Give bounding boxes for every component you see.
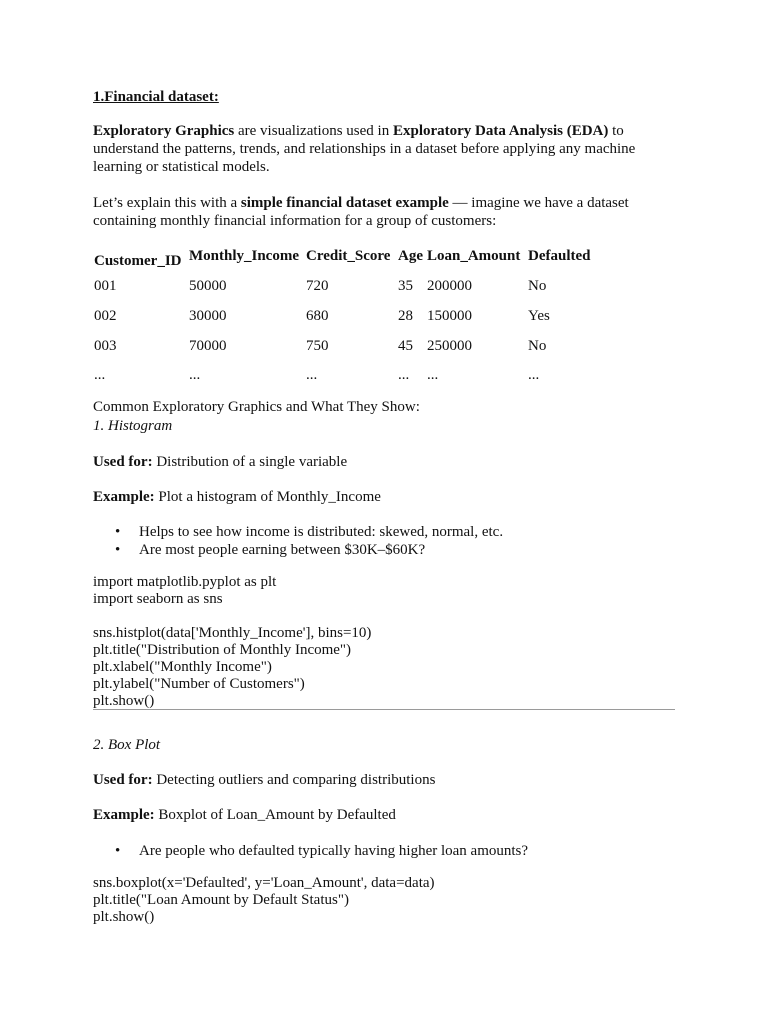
example-label: Example: (93, 489, 155, 505)
table-cell: 250000 (427, 338, 472, 354)
table-cell: 200000 (427, 278, 472, 294)
section-heading-box-plot: 2. Box Plot (93, 737, 161, 753)
intro-text-1: are visualizations used in (234, 123, 393, 139)
document-title: 1.Financial dataset: (93, 89, 219, 105)
table-header-credit-score: Credit_Score (306, 248, 391, 264)
intro-term-exploratory-graphics: Exploratory Graphics (93, 123, 235, 139)
boxplot-code-block (93, 875, 435, 926)
table-header-age: Age (398, 248, 423, 264)
intro-term-eda: Exploratory Data Analysis (EDA) (392, 123, 609, 139)
histogram-bullet-list (93, 523, 503, 559)
code-line: import matplotlib.pyplot as plt (93, 574, 277, 590)
used-for-text: Distribution of a single variable (152, 454, 348, 470)
list-item (93, 541, 503, 559)
used-for-text: Detecting outliers and comparing distributions (152, 772, 436, 788)
code-line: plt.title("Distribution of Monthly Income") (93, 642, 352, 658)
boxplot-example (93, 806, 396, 824)
section-heading-histogram: 1. Histogram (93, 418, 173, 434)
example-text: Plot a histogram of Monthly_Income (154, 489, 381, 505)
table-cell: 720 (306, 278, 329, 294)
intro-paragraph (93, 122, 675, 176)
table-cell: 35 (398, 278, 413, 294)
table-cell: ... (94, 367, 106, 383)
table-cell: ... (306, 367, 318, 383)
table-cell: 45 (398, 338, 413, 354)
table-cell: 150000 (427, 308, 472, 324)
histogram-code-imports (93, 574, 276, 608)
table-cell: ... (189, 367, 201, 383)
table-cell: 70000 (189, 338, 227, 354)
table-cell: 28 (398, 308, 413, 324)
example-text-1: Let’s explain this with a (93, 195, 241, 211)
table-cell: 50000 (189, 278, 227, 294)
histogram-example (93, 488, 381, 506)
histogram-used-for (93, 453, 347, 471)
table-cell: 002 (94, 308, 117, 324)
horizontal-divider (93, 709, 675, 710)
table-cell: 680 (306, 308, 329, 324)
table-cell: 750 (306, 338, 329, 354)
bullet-icon: • (115, 843, 121, 859)
table-header-monthly-income: Monthly_Income (189, 248, 299, 264)
code-line: sns.histplot(data['Monthly_Income'], bins=10) (93, 625, 372, 641)
bullet-text: Are people who defaulted typically having higher loan amounts? (139, 843, 529, 859)
table-cell: ... (427, 367, 439, 383)
code-line: import seaborn as sns (93, 591, 223, 607)
table-header-customer-id: Customer_ID (94, 253, 182, 269)
code-line: plt.xlabel("Monthly Income") (93, 659, 272, 675)
example-text: Boxplot of Loan_Amount by Defaulted (154, 807, 396, 823)
example-label: Example: (93, 807, 155, 823)
bullet-text: Are most people earning between $30K–$60K? (139, 542, 426, 558)
table-cell: No (528, 338, 547, 354)
example-paragraph (93, 194, 675, 230)
histogram-code-block (93, 625, 371, 710)
list-item (93, 842, 528, 860)
code-line: plt.ylabel("Number of Customers") (93, 676, 305, 692)
table-cell: ... (398, 367, 410, 383)
example-text-2: — imagine we have a dataset containing monthly financial information for a group of customers: (93, 195, 629, 229)
table-cell: Yes (528, 308, 550, 324)
used-for-label: Used for: (93, 454, 153, 470)
table-cell: 30000 (189, 308, 227, 324)
intro-text-2: to understand the patterns, trends, and relationships in a dataset before applying any machine learning or statistical models. (93, 123, 636, 175)
table-header-defaulted: Defaulted (528, 248, 591, 264)
code-line: plt.show() (93, 693, 155, 709)
example-term: simple financial dataset example (240, 195, 449, 211)
boxplot-used-for (93, 771, 435, 789)
table-cell: ... (528, 367, 540, 383)
bullet-icon: • (115, 524, 121, 540)
table-header-loan-amount: Loan_Amount (427, 248, 521, 264)
boxplot-bullet-list (93, 842, 528, 860)
list-item (93, 523, 503, 541)
table-cell: No (528, 278, 547, 294)
table-cell: 003 (94, 338, 117, 354)
code-line: plt.show() (93, 909, 155, 925)
code-line: plt.title("Loan Amount by Default Status") (93, 892, 349, 908)
bullet-text: Helps to see how income is distributed: skewed, normal, etc. (139, 524, 504, 540)
common-graphics-heading: Common Exploratory Graphics and What They Show: (93, 399, 420, 415)
bullet-icon: • (115, 542, 121, 558)
used-for-label: Used for: (93, 772, 153, 788)
table-cell: 001 (94, 278, 117, 294)
code-line: sns.boxplot(x='Defaulted', y='Loan_Amount', data=data) (93, 875, 435, 891)
